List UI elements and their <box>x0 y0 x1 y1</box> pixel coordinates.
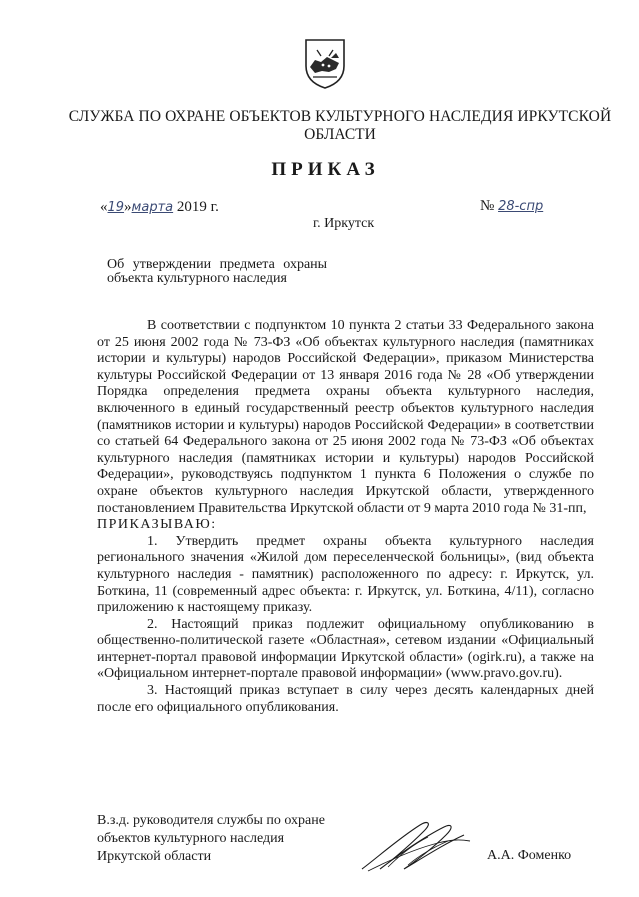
subject-line2: объекта культурного наследия <box>107 271 287 286</box>
date-close-quote: » <box>124 199 132 215</box>
signatory-line3: Иркутской области <box>97 849 212 864</box>
date-open-quote: « <box>100 199 108 215</box>
order-item-3: 3. Настоящий приказ вступает в силу через десять календарных дней после его официального опубликования. <box>97 683 594 715</box>
order-city: г. Иркутск <box>313 216 375 231</box>
decree-heading: ПРИКАЗЫВАЮ: <box>97 517 217 533</box>
signature-icon <box>358 817 476 875</box>
preamble-paragraph: В соответствии с подпунктом 10 пункта 2 статьи 33 Федерального закона от 25 июня 2002 года № 73-ФЗ «Об объектах культурного наследия (памятниках истории и культуры) народов Российской Федерации», приказом Министерства культуры Российской Федерации от 13 января 2016 года № 28 «Об утверждении Порядка определения предмета охраны объекта культурного наследия, включенного в единый государственный реестр объектов культурного наследия (памятников истории и культуры) народов Российской Федерации» в соответствии со статьей 64 Федерального закона от 25 июня 2002 года № 73-ФЗ «Об объектах культурного наследия (памятниках истории и культуры) народов Российской Федерации», руководствуясь подпунктом 1 пункта 6 Положения о службе по охране объектов культурного наследия Иркутской области, утвержденного постановлением Правительства Иркутской области от 9 марта 2010 года № 31-пп, <box>97 318 594 516</box>
coat-of-arms-icon <box>303 36 347 90</box>
order-title: ПРИКАЗ <box>271 159 380 180</box>
order-subject <box>107 258 327 286</box>
date-year: 2019 г. <box>176 199 219 215</box>
number-value: 28-спр <box>498 199 544 214</box>
signatory-title <box>97 812 325 866</box>
signatory-line2: объектов культурного наследия <box>97 831 285 846</box>
order-number <box>480 198 543 215</box>
date-month: марта <box>131 200 174 215</box>
signatory-line1: В.з.д. руководителя службы по охране <box>97 813 325 828</box>
signer-name: А.А. Фоменко <box>487 848 572 863</box>
order-date <box>100 199 219 216</box>
subject-line1: Об утверждении предмета охраны <box>107 257 328 272</box>
order-item-1: 1. Утвердить предмет охраны объекта культурного наследия регионального значения «Жилой дом переселенческой больницы», (вид объекта культурного наследия - памятник) расположенного по адресу: г. Иркутск, ул. Боткина, 11 (современный адрес объекта: г. Иркутск, ул. Боткина, 4/11), согласно приложению к настоящему приказу. <box>97 533 594 616</box>
date-day: 19 <box>107 200 125 215</box>
agency-name-line1: СЛУЖБА ПО ОХРАНЕ ОБЪЕКТОВ КУЛЬТУРНОГО НАСЛЕДИЯ ИРКУТСКОЙ <box>68 108 612 125</box>
number-prefix: № <box>480 198 495 214</box>
order-body <box>97 318 594 716</box>
agency-name-line2: ОБЛАСТИ <box>304 126 376 143</box>
order-item-2: 2. Настоящий приказ подлежит официальному опубликованию в общественно-политической газете «Областная», сетевом издании «Официальный интернет-портал правовой информации Иркутской области» (ogirk.ru), а также на «Официальном интернет-портале правовой информации» (www.pravo.gov.ru). <box>97 616 594 682</box>
